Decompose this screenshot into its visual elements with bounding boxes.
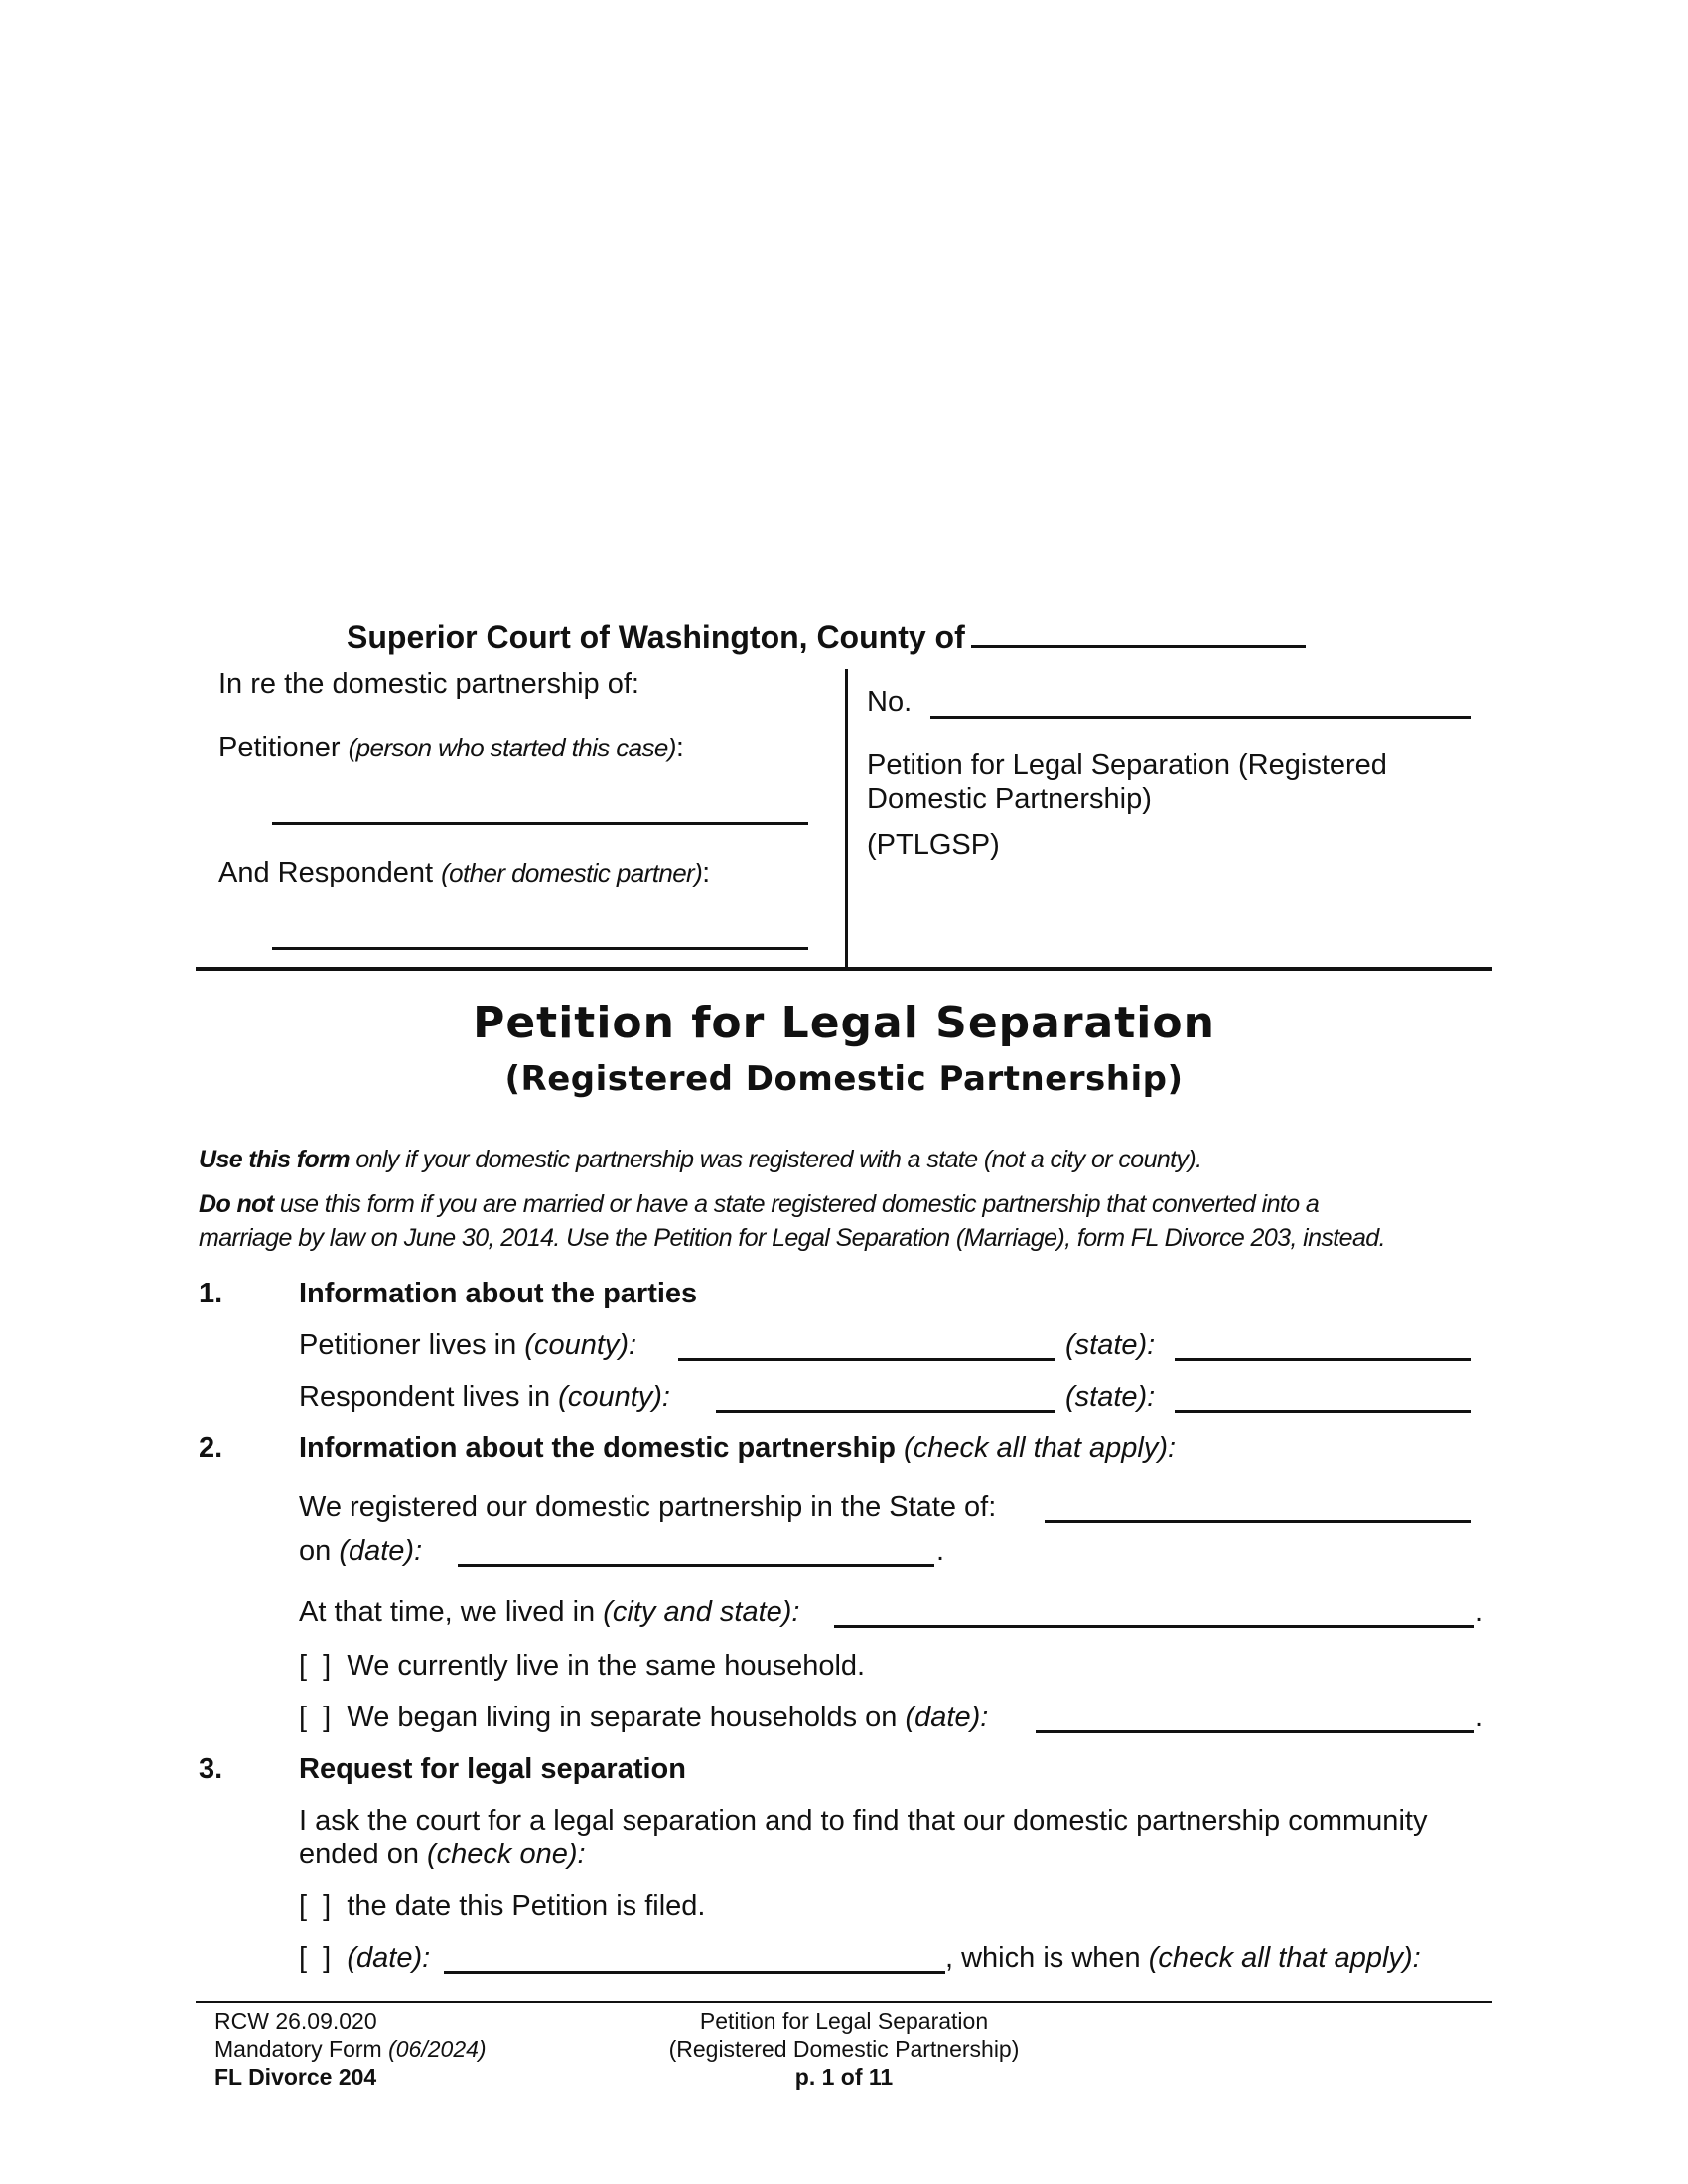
footer-page-number: p. 1 of 11 xyxy=(794,2064,894,2090)
do-not-bold: Do not xyxy=(199,1190,274,1218)
lived-row xyxy=(299,1595,800,1629)
separate-households-date-field[interactable] xyxy=(1036,1730,1474,1733)
same-household-option[interactable] xyxy=(299,1649,865,1683)
lived-period: . xyxy=(1476,1596,1484,1628)
date-filed-label: the date this Petition is filed. xyxy=(347,1890,706,1922)
separate-households-option[interactable] xyxy=(299,1701,988,1734)
respondent-lives-label: Respondent lives in xyxy=(299,1381,559,1413)
registered-date-row xyxy=(299,1534,422,1568)
section-2-heading-text: Information about the domestic partnership xyxy=(299,1433,905,1464)
same-household-label: We currently live in the same household. xyxy=(347,1650,866,1682)
respondent-lives-row xyxy=(299,1380,670,1414)
section-1-number: 1. xyxy=(199,1278,223,1309)
city-state-hint: (city and state): xyxy=(603,1596,800,1628)
petitioner-state-hint: (state): xyxy=(1065,1329,1156,1361)
respondent-name-field[interactable] xyxy=(272,947,808,950)
doc-title-line2: Domestic Partnership) xyxy=(867,783,1152,815)
specific-date-hint: (date): xyxy=(347,1942,431,1974)
registered-date-hint: (date): xyxy=(339,1535,423,1567)
specific-date-field[interactable] xyxy=(444,1971,945,1974)
court-heading xyxy=(347,612,1306,656)
do-not-note-line2: marriage by law on June 30, 2014. Use the Petition for Legal Separation (Marriage), form FL Divorce 203, instead. xyxy=(199,1224,1385,1252)
registered-on-label: on xyxy=(299,1535,340,1567)
footer-mandatory-form xyxy=(214,2035,487,2063)
petitioner-lives-row xyxy=(299,1328,636,1362)
petitioner-hint: (person who started this case) xyxy=(348,733,676,762)
section-2-heading-hint: (check all that apply): xyxy=(904,1433,1177,1464)
petitioner-label: Petitioner (person who started this case): xyxy=(218,732,684,763)
respondent-hint: (other domestic partner) xyxy=(441,858,703,887)
use-this-form-note xyxy=(199,1144,1202,1175)
footer-mandatory-label: Mandatory Form xyxy=(214,2036,389,2062)
footer-center-line1: Petition for Legal Separation xyxy=(699,2008,989,2034)
registered-state-label: We registered our domestic partnership in the State of: xyxy=(299,1491,997,1523)
ended-on-label: ended on xyxy=(299,1839,428,1870)
which-is-when-label: , which is when xyxy=(945,1942,1149,1974)
do-not-note-line1 xyxy=(199,1188,1319,1220)
registered-state-field[interactable] xyxy=(1045,1520,1471,1523)
petitioner-name-field[interactable] xyxy=(272,822,808,825)
doc-code: (PTLGSP) xyxy=(867,829,1000,861)
footer-form-date: (06/2024) xyxy=(388,2036,487,2062)
specific-date-checkbox[interactable]: [ ] xyxy=(299,1942,332,1974)
respondent-county-field[interactable] xyxy=(716,1410,1055,1413)
doc-title-line1: Petition for Legal Separation (Registered xyxy=(867,750,1387,781)
petitioner-county-field[interactable] xyxy=(678,1358,1055,1361)
ask-court-line2 xyxy=(299,1838,586,1871)
section-3-number: 3. xyxy=(199,1753,223,1785)
court-heading-text: Superior Court of Washington, County of xyxy=(347,619,965,655)
do-not-rest: use this form if you are married or have a state registered domestic partnership that converted into a xyxy=(273,1190,1320,1218)
petitioner-lives-label: Petitioner lives in xyxy=(299,1329,525,1361)
footer-center-line2: (Registered Domestic Partnership) xyxy=(668,2036,1020,2062)
respondent-state-hint: (state): xyxy=(1065,1381,1156,1413)
date-filed-checkbox[interactable]: [ ] xyxy=(299,1890,332,1922)
which-is-when-row xyxy=(945,1941,1421,1975)
caption-horizontal-divider xyxy=(196,967,1492,971)
respondent-label-text: And Respondent xyxy=(218,857,434,888)
use-this-form-bold: Use this form xyxy=(199,1146,350,1173)
page-title: Petition for Legal Separation xyxy=(473,998,1215,1048)
section-1-heading: Information about the parties xyxy=(299,1278,698,1309)
respondent-label: And Respondent (other domestic partner): xyxy=(218,857,711,888)
footer-rule xyxy=(196,2001,1492,2003)
check-one-hint: (check one): xyxy=(427,1839,586,1870)
county-field[interactable] xyxy=(971,612,1306,648)
separate-date-hint: (date): xyxy=(905,1702,989,1733)
ask-court-line1: I ask the court for a legal separation and to find that our domestic partnership community xyxy=(299,1805,1428,1837)
respondent-state-field[interactable] xyxy=(1175,1410,1471,1413)
check-all-hint: (check all that apply): xyxy=(1148,1942,1421,1974)
separate-households-label: We began living in separate households on xyxy=(347,1702,906,1733)
footer-rcw: RCW 26.09.020 xyxy=(214,2008,377,2034)
petitioner-state-field[interactable] xyxy=(1175,1358,1471,1361)
lived-city-state-field[interactable] xyxy=(834,1625,1474,1628)
option-specific-date[interactable] xyxy=(299,1941,430,1975)
in-re-label: In re the domestic partnership of: xyxy=(218,668,639,700)
registered-date-period: . xyxy=(936,1535,945,1567)
case-number-field[interactable] xyxy=(930,716,1471,719)
separate-period: . xyxy=(1476,1702,1484,1733)
separate-households-checkbox[interactable]: [ ] xyxy=(299,1702,332,1733)
caption-vertical-divider xyxy=(845,669,848,969)
petitioner-label-text: Petitioner xyxy=(218,732,341,763)
footer-form-id: FL Divorce 204 xyxy=(214,2064,377,2090)
case-no-label: No. xyxy=(867,686,913,718)
option-date-filed[interactable] xyxy=(299,1889,705,1923)
registered-date-field[interactable] xyxy=(458,1564,934,1567)
section-3-heading: Request for legal separation xyxy=(299,1753,686,1785)
lived-label: At that time, we lived in xyxy=(299,1596,604,1628)
section-2-heading xyxy=(299,1432,1176,1465)
use-this-form-rest: only if your domestic partnership was registered with a state (not a city or county). xyxy=(349,1146,1202,1173)
same-household-checkbox[interactable]: [ ] xyxy=(299,1650,332,1682)
respondent-county-hint: (county): xyxy=(558,1381,670,1413)
section-2-number: 2. xyxy=(199,1433,223,1464)
page-subtitle: (Registered Domestic Partnership) xyxy=(504,1059,1184,1099)
petitioner-county-hint: (county): xyxy=(524,1329,637,1361)
